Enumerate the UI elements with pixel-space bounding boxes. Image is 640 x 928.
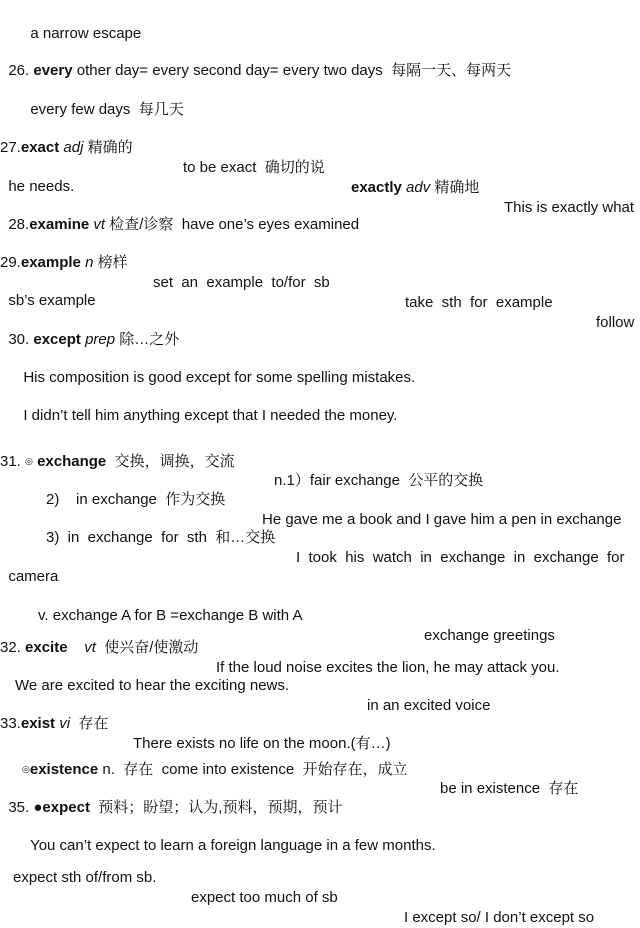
headword-exist: exist: [20, 715, 56, 732]
entry-31-line: 31. ◎ exchange 交换，调换，交流 n.1）fair exchange 公平的交换: [0, 453, 484, 489]
entry-35-line: 35. ●expect 预料；盼望；认为,预料，预期，预计: [8, 799, 343, 816]
entry-28-line: 28.examine vt 检查/诊察 have one’s eyes examined: [8, 216, 360, 233]
headword-existence: existence: [29, 761, 99, 778]
text-line: 2) in exchange 作为交换 He gave me a book and I gave him a pen in exchange: [46, 491, 622, 528]
circle-bullet-icon: ◎: [25, 456, 33, 466]
entry-29-line: 29.example n 榜样 set an example to/for sb take sth for example follow: [0, 254, 635, 331]
example-sentence: You can’t expect to learn a foreign language in a few months.: [30, 837, 436, 854]
headword-exchange: exchange: [37, 453, 107, 470]
entry-30-line: 30. except prep 除…之外: [8, 331, 180, 348]
headword-example: example: [20, 254, 81, 271]
headword-except: except: [33, 331, 81, 348]
subentry-existence-line: ◎existence n. 存在 come into existence 开始存在，成立 be in existence 存在: [22, 761, 579, 797]
entry-33-line: 33.exist vi 存在 There exists no life on the moon.(有…): [0, 715, 391, 752]
entry-32-line: 32. excite vt 使兴奋/使激动 If the loud noise excites the lion, he may attack you.: [0, 639, 560, 676]
example-sentence: I didn’t tell him anything except that I needed the money.: [23, 407, 398, 424]
headword-every: every: [33, 62, 73, 79]
entry-27-line: 27.exact adj 精确的 to be exact 确切的说 exactly adv 精确地 This is exactly what: [0, 139, 635, 216]
headword-exactly: exactly: [351, 179, 402, 196]
text-line: sb’s example: [8, 292, 96, 309]
headword-expect: ●expect: [33, 799, 90, 816]
headword-examine: examine: [29, 216, 90, 233]
text-line: every few days 每几天: [30, 101, 184, 118]
text-line: v. exchange A for B =exchange B with A exchange greetings: [38, 607, 555, 644]
entry-26-line: 26. every other day= every second day= every two days 每隔一天、每两天: [8, 62, 512, 79]
headword-exact: exact: [20, 139, 60, 156]
text-line: he needs.: [8, 178, 75, 195]
headword-excite: excite: [25, 639, 68, 656]
example-sentence: His composition is good except for some spelling mistakes.: [23, 369, 416, 386]
text-line: camera: [8, 568, 59, 585]
text-line: We are excited to hear the exciting news. in an excited voice: [15, 677, 491, 714]
circle-bullet-icon: ◎: [22, 764, 30, 774]
text-line: expect sth of/from sb. expect too much of sb I except so/ I don’t except so: [13, 869, 595, 926]
text-line: 3) in exchange for sth 和…交换 I took his watch in exchange in exchange for: [46, 529, 625, 566]
text-line: a narrow escape: [30, 25, 142, 42]
